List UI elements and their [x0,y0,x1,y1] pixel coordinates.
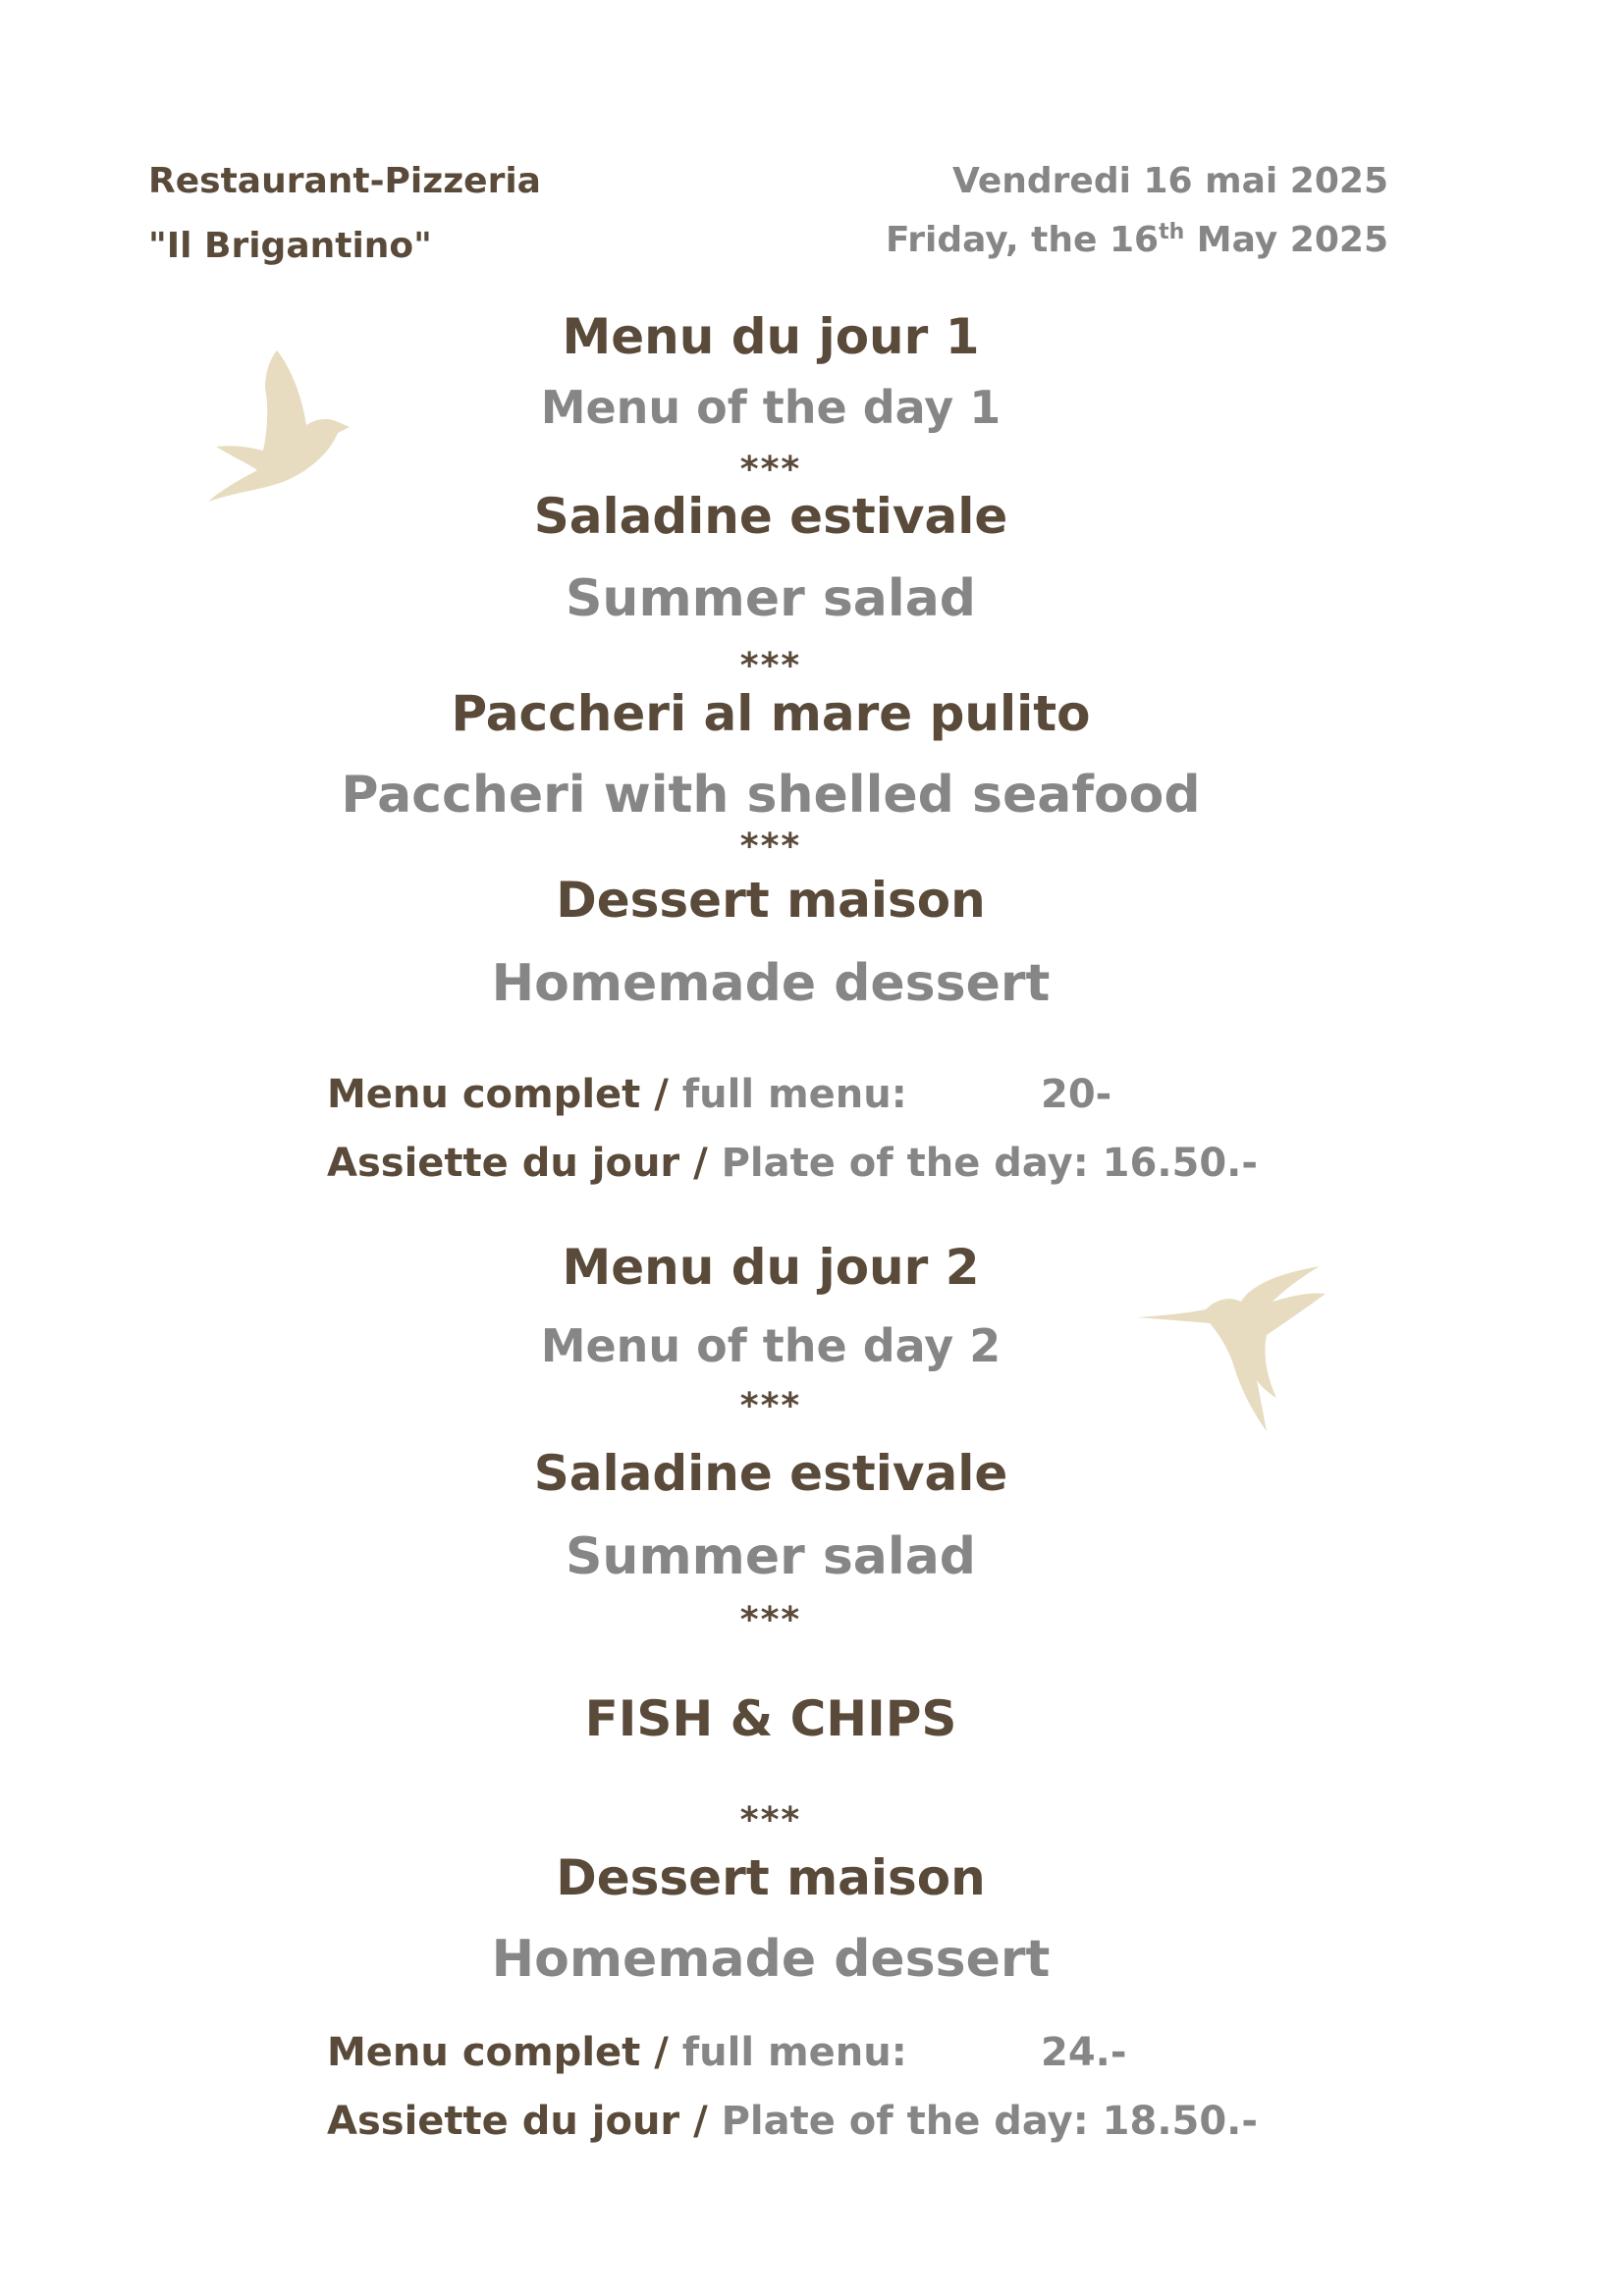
menu2-plate-price: 18.50.- [1102,2099,1258,2144]
full-label-en: full menu: [681,2030,907,2075]
menu2-course2: FISH & CHIPS [584,1690,957,1747]
date-en [886,220,1388,260]
date-en-suffix: May 2025 [1184,220,1388,260]
menu1-plate-price: 16.50.- [1102,1141,1258,1186]
separator: *** [739,1600,802,1640]
menu1-course1-en: Summer salad [565,569,977,628]
menu2-course3-en: Homemade dessert [491,1930,1051,1989]
full-label-fr: Menu complet / [327,2030,682,2075]
menu1-plate-row [327,1141,1258,1186]
menu1-course2: Paccheri al mare pulito [451,685,1091,742]
restaurant-name: "Il Brigantino" [148,226,432,266]
menu1-title: Menu du jour 1 [562,308,980,365]
menu1-title-en: Menu of the day 1 [540,381,1001,434]
menu2-course1: Saladine estivale [533,1445,1008,1502]
date-fr: Vendredi 16 mai 2025 [951,161,1388,201]
separator: *** [739,1800,802,1841]
menu1-full-price: 20- [1041,1072,1112,1117]
separator: *** [739,646,802,686]
menu1-course3: Dessert maison [556,872,986,929]
date-en-prefix: Friday, the 16 [885,220,1160,260]
menu2-title: Menu du jour 2 [562,1239,980,1296]
separator: *** [739,450,802,490]
separator: *** [739,827,802,867]
restaurant-type: Restaurant-Pizzeria [148,161,541,201]
menu2-plate-row [327,2099,1258,2144]
menu1-course2-en: Paccheri with shelled seafood [341,766,1201,825]
plate-label-en: Plate of the day: [721,2099,1103,2144]
full-label-fr: Menu complet / [327,1072,682,1117]
menu2-full-price: 24.- [1041,2030,1127,2075]
plate-label-fr: Assiette du jour / [327,2099,722,2144]
plate-label-en: Plate of the day: [721,1141,1103,1186]
full-label-en: full menu: [681,1072,907,1117]
separator: *** [739,1386,802,1426]
date-en-sup: th [1159,220,1185,244]
menu1-course1: Saladine estivale [533,488,1008,545]
menu1-full-menu-row [327,1072,907,1117]
menu2-course3: Dessert maison [556,1849,986,1906]
menu2-title-en: Menu of the day 2 [540,1319,1001,1372]
menu1-course3-en: Homemade dessert [491,954,1051,1013]
plate-label-fr: Assiette du jour / [327,1141,722,1186]
menu2-full-menu-row [327,2030,907,2075]
menu2-course1-en: Summer salad [565,1527,977,1586]
